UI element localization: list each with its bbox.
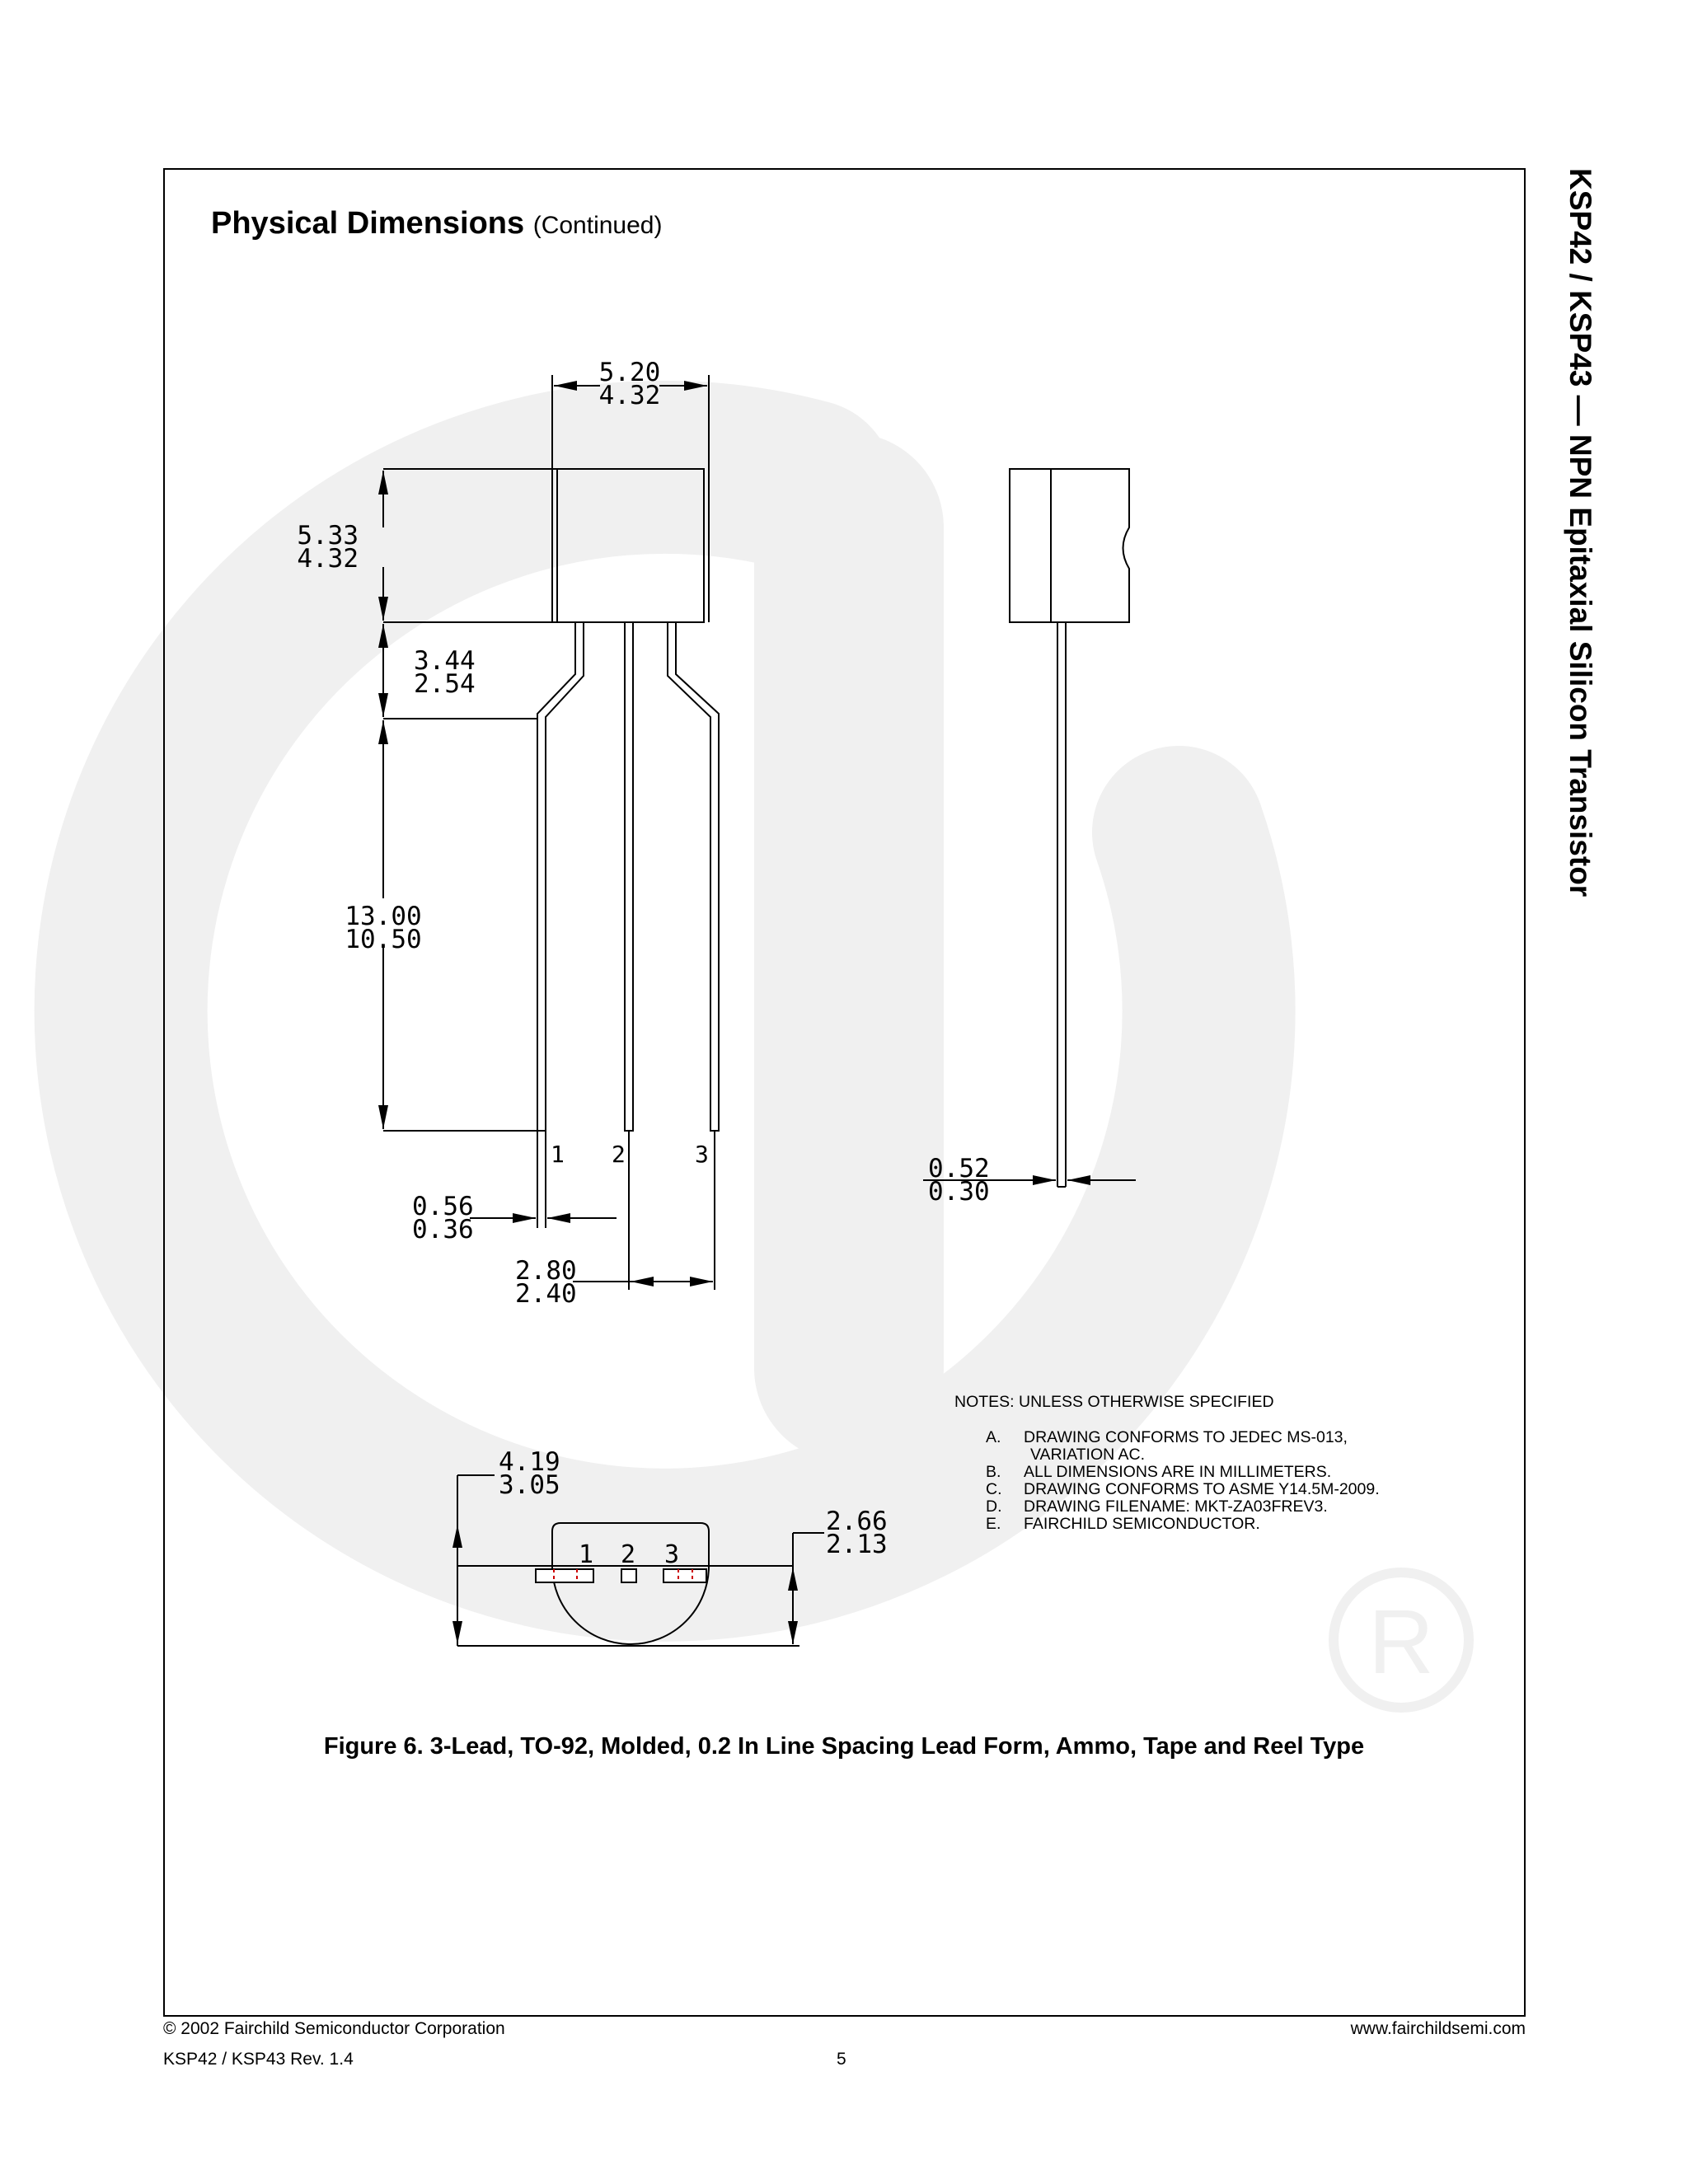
figure-caption: Figure 6. 3-Lead, TO-92, Molded, 0.2 In Line Spacing Lead Form, Ammo, Tape and Reel Type — [323, 1733, 1365, 1760]
heading-title: Physical Dimensions — [211, 206, 525, 241]
footer-copyright: © 2002 Fairchild Semiconductor Corporation — [163, 2019, 505, 2038]
note-letter-a: A. — [986, 1428, 1001, 1446]
heading-suffix: (Continued) — [532, 212, 663, 239]
bottom-pin-label-3: 3 — [664, 1540, 680, 1569]
note-text-d: DRAWING FILENAME: MKT-ZA03FREV3. — [1024, 1497, 1328, 1516]
dim-lead-pitch-min: 2.40 — [515, 1279, 577, 1309]
dim-lead-thickness-max: 0.52 — [928, 1154, 990, 1183]
dim-body-width-min: 4.32 — [598, 381, 661, 410]
dim-lead-thickness-min: 0.30 — [928, 1177, 990, 1207]
dim-bottom-radius-max: 2.66 — [826, 1507, 888, 1536]
notes-header: NOTES: UNLESS OTHERWISE SPECIFIED — [954, 1393, 1274, 1411]
dim-lead-length-min: 10.50 — [345, 925, 422, 954]
note-text-c: DRAWING CONFORMS TO ASME Y14.5M-2009. — [1024, 1480, 1380, 1498]
bottom-pin-label-1: 1 — [579, 1540, 594, 1569]
note-letter-d: D. — [986, 1497, 1002, 1516]
dim-body-width-max: 5.20 — [598, 358, 661, 387]
dim-lead-length-max: 13.00 — [345, 902, 422, 931]
note-text-a: DRAWING CONFORMS TO JEDEC MS-013, — [1024, 1428, 1348, 1446]
pin-label-2: 2 — [612, 1141, 626, 1168]
pin-label-3: 3 — [695, 1141, 709, 1168]
dim-lead-width-max: 0.56 — [412, 1192, 474, 1221]
dim-lead-width-min: 0.36 — [412, 1215, 474, 1244]
dim-lead-bend-min: 2.54 — [414, 669, 476, 699]
dim-body-height-min: 4.32 — [297, 544, 359, 574]
section-heading — [211, 206, 662, 241]
pin-label-1: 1 — [551, 1141, 565, 1168]
note-text-e: FAIRCHILD SEMICONDUCTOR. — [1024, 1515, 1260, 1533]
note-letter-c: C. — [986, 1480, 1002, 1498]
side-title — [1541, 168, 1607, 992]
note-text-b: ALL DIMENSIONS ARE IN MILLIMETERS. — [1024, 1463, 1332, 1481]
note-text-a-cont: VARIATION AC. — [1030, 1446, 1146, 1464]
dim-bottom-radius-min: 2.13 — [826, 1530, 888, 1559]
footer-page-number: 5 — [837, 2050, 846, 2069]
footer-doc-rev: KSP42 / KSP43 Rev. 1.4 — [163, 2050, 354, 2069]
note-letter-e: E. — [986, 1515, 1001, 1533]
dim-lead-bend-max: 3.44 — [414, 646, 476, 676]
dim-lead-pitch-max: 2.80 — [515, 1256, 577, 1286]
dim-bottom-height-min: 3.05 — [499, 1470, 560, 1500]
side-title-text: KSP42 / KSP43 — NPN Epitaxial Silicon Transistor — [1564, 168, 1597, 898]
dim-body-height-max: 5.33 — [297, 521, 359, 551]
footer-website-link[interactable]: www.fairchildsemi.com — [1350, 2019, 1526, 2038]
dim-bottom-height-max: 4.19 — [499, 1447, 560, 1477]
note-letter-b: B. — [986, 1463, 1001, 1481]
registered-mark-icon: R — [1368, 1591, 1434, 1693]
bottom-pin-label-2: 2 — [621, 1540, 636, 1569]
